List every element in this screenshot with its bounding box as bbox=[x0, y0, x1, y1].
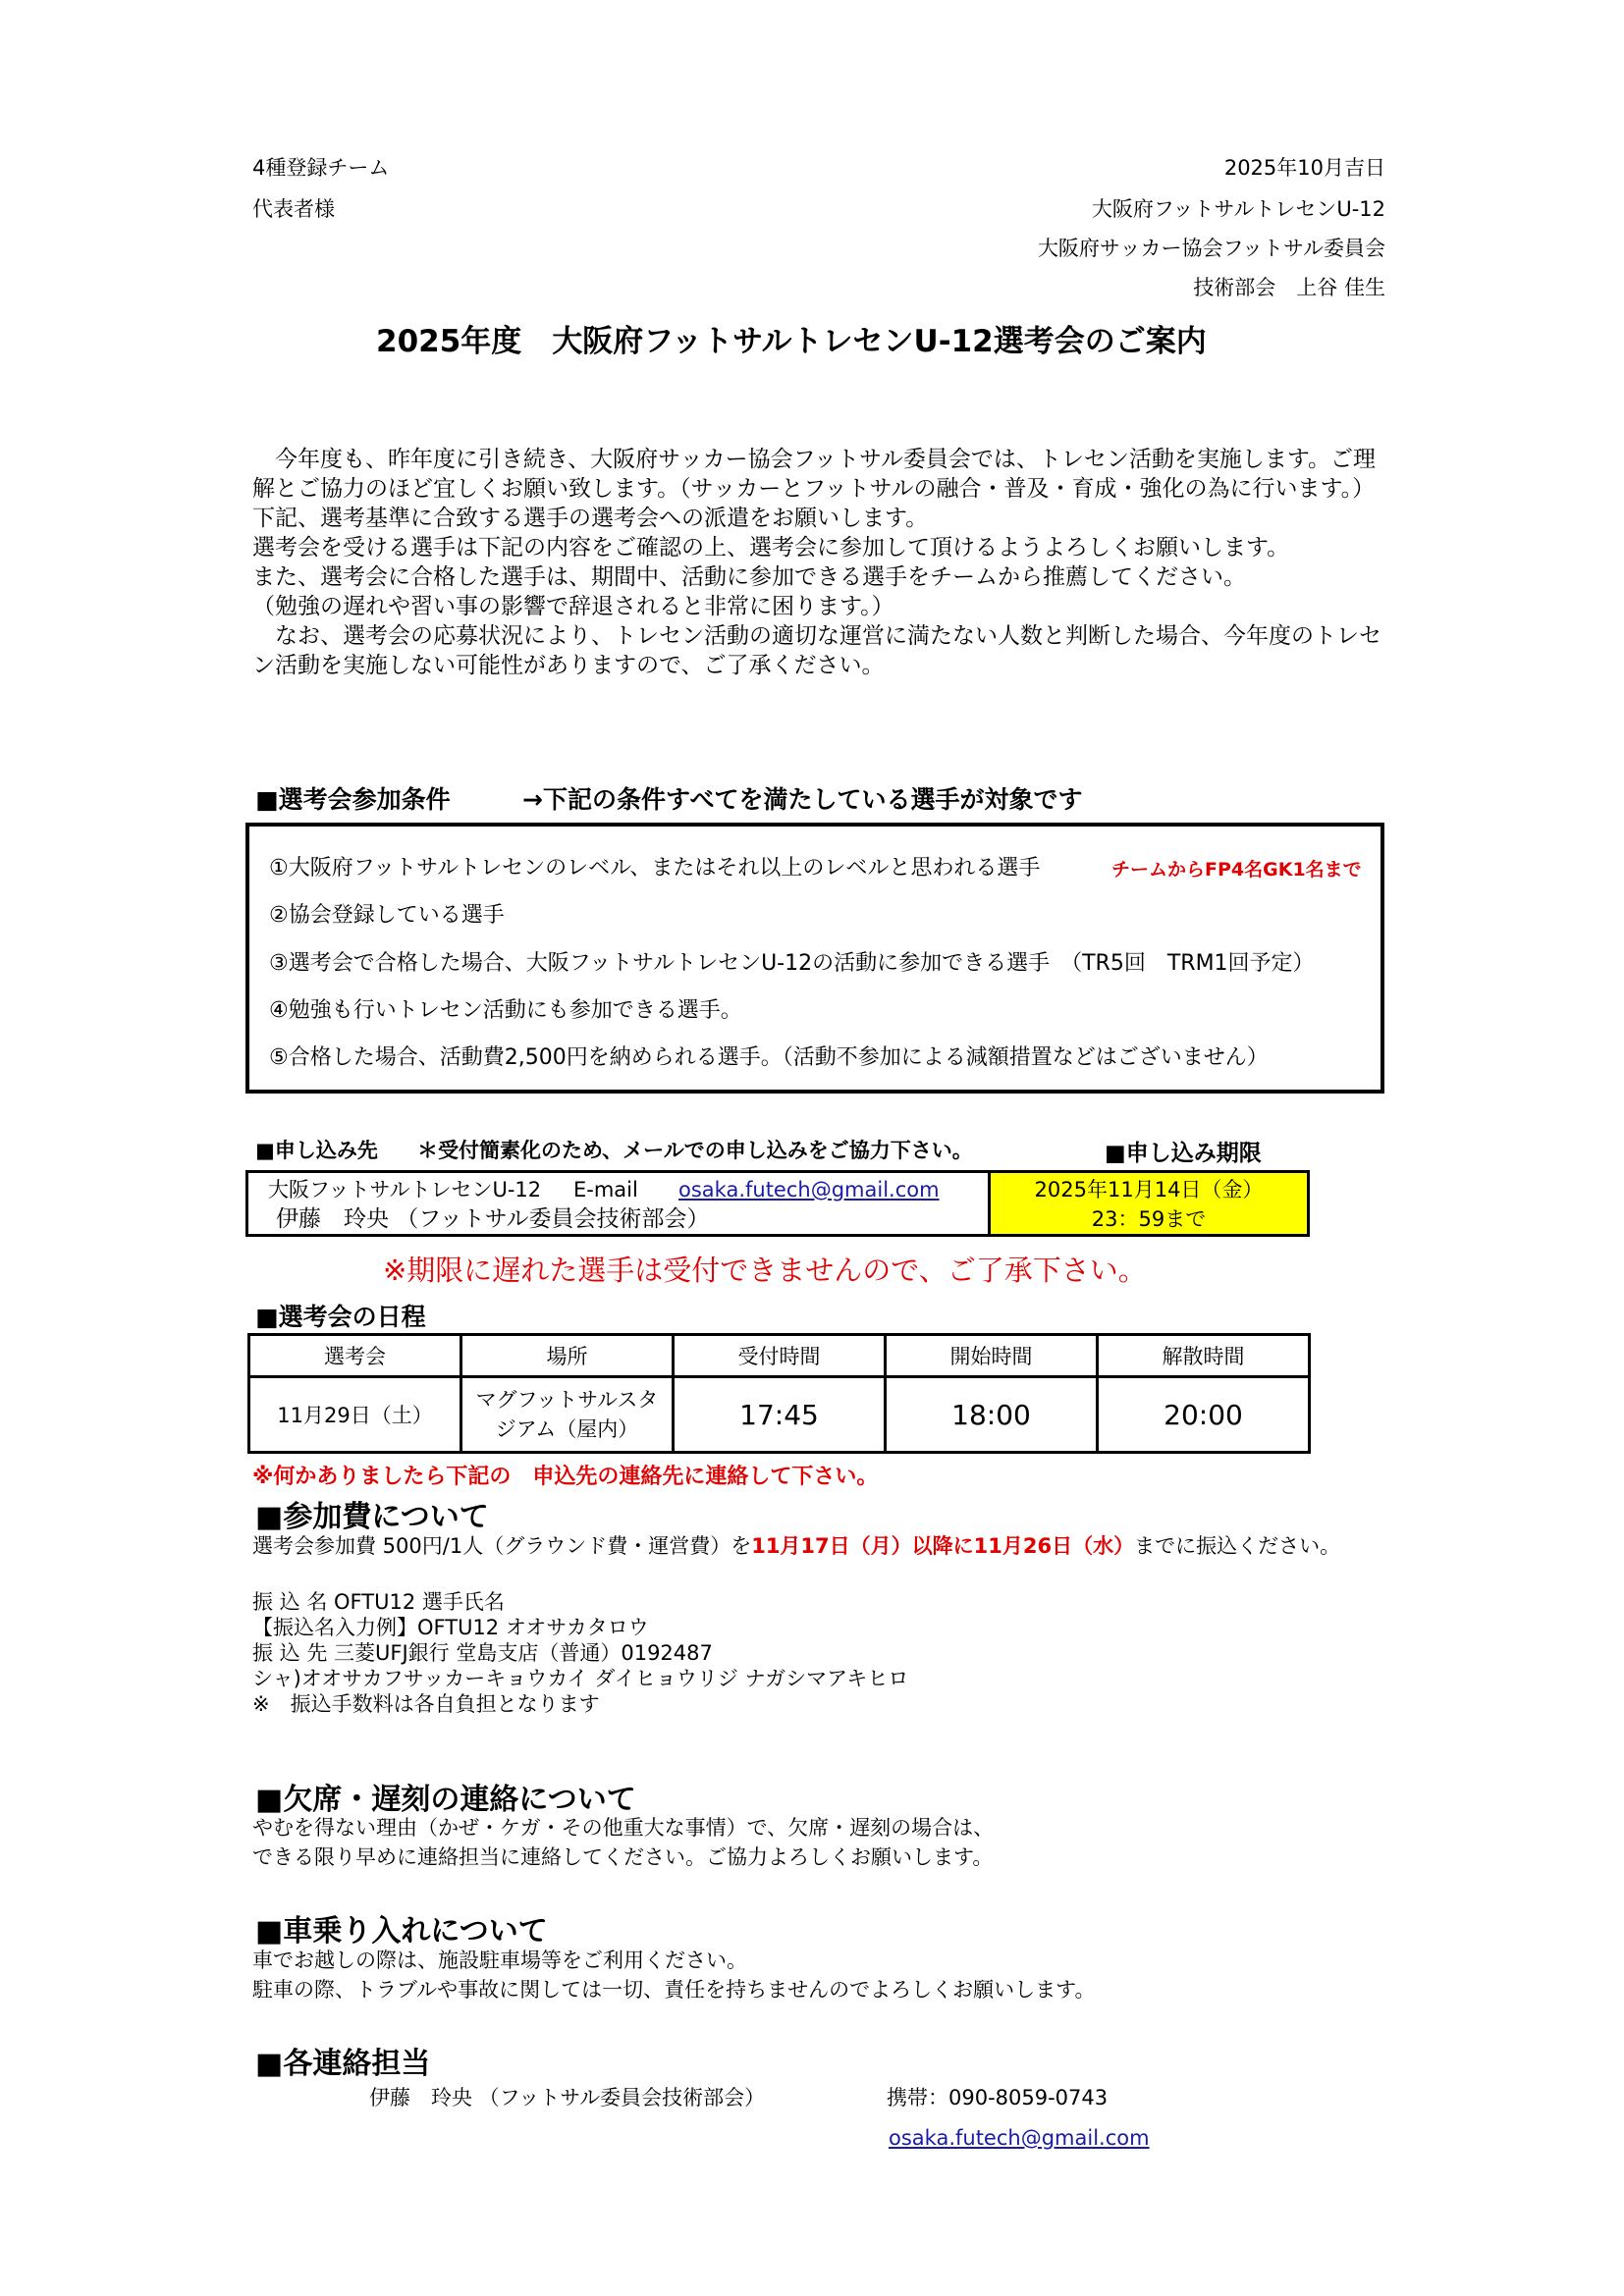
application-contact-name: 伊藤 玲央 （フットサル委員会技術部会） bbox=[276, 1206, 710, 1232]
intro-line: また、選考会に合格した選手は、期間中、活動に参加できる選手をチームから推薦してください。 bbox=[252, 564, 1246, 590]
conditions-box bbox=[245, 823, 1384, 1094]
deadline-date: 2025年11月14日（金） bbox=[1034, 1178, 1264, 1201]
intro-line: なお、選考会の応募状況により、トレセン活動の適切な運営に満たない人数と判断した場合、今年度のトレセン活動を実施しない可能性がありますので、ご了承ください。 bbox=[252, 623, 1381, 678]
sender-line-1: 大阪府フットサルトレセンU-12 bbox=[1091, 197, 1385, 221]
schedule-heading: ■選考会の日程 bbox=[255, 1303, 426, 1331]
schedule-col-header: 場所 bbox=[461, 1335, 674, 1377]
document-title: 2025年度 大阪府フットサルトレセンU-12選考会のご案内 bbox=[376, 324, 1207, 359]
condition-item-4: ④勉強も行いトレセン活動にも参加できる選手。 bbox=[269, 998, 742, 1023]
condition-item-2: ②協会登録している選手 bbox=[269, 903, 505, 928]
transfer-account: 振 込 先 三菱UFJ銀行 堂島支店（普通）0192487 bbox=[252, 1641, 713, 1665]
condition-item-3: ③選考会で合格した場合、大阪フットサルトレセンU-12の活動に参加できる選手 （TR5回 TRM1回予定） bbox=[269, 951, 1315, 976]
transfer-example: 【振込名入力例】OFTU12 オオサカタロウ bbox=[252, 1616, 649, 1639]
transfer-holder: シャ)オオサカフサッカーキョウカイ ダイヒョウリジ ナガシマアキヒロ bbox=[252, 1667, 909, 1690]
schedule-end-time: 20:00 bbox=[1098, 1377, 1310, 1453]
intro-paragraph bbox=[252, 445, 1381, 680]
fee-line bbox=[252, 1531, 1340, 1561]
application-org: 大阪フットサルトレセンU-12 bbox=[268, 1178, 542, 1201]
fee-heading: ■参加費について bbox=[255, 1500, 489, 1534]
schedule-reception-time: 17:45 bbox=[674, 1377, 886, 1453]
absence-line-1: やむを得ない理由（かぜ・ケガ・その他重大な事情）で、欠席・遅刻の場合は、 bbox=[252, 1816, 995, 1840]
schedule-date: 11月29日（土） bbox=[249, 1377, 461, 1453]
conditions-heading: ■選考会参加条件 bbox=[255, 785, 451, 814]
application-contact-cell bbox=[248, 1173, 991, 1234]
absence-heading: ■欠席・遅刻の連絡について bbox=[255, 1783, 636, 1817]
contacts-heading: ■各連絡担当 bbox=[255, 2047, 431, 2081]
intro-line: 選考会を受ける選手は下記の内容をご確認の上、選考会に参加して頂けるようよろしくお願いします。 bbox=[252, 535, 1290, 561]
schedule-col-header: 解散時間 bbox=[1098, 1335, 1310, 1377]
schedule-venue-text: マグフットサルスタジアム（屋内） bbox=[475, 1388, 659, 1441]
schedule-table bbox=[247, 1333, 1311, 1454]
recipient-line-2: 代表者様 bbox=[252, 197, 335, 221]
schedule-header-row bbox=[249, 1335, 1310, 1377]
parking-line-1: 車でお越しの際は、施設駐車場等をご利用ください。 bbox=[252, 1949, 747, 1972]
sender-line-2: 大阪府サッカー協会フットサル委員会 bbox=[1037, 237, 1385, 260]
intro-line: （勉強の遅れや習い事の影響で辞退されると非常に困ります。） bbox=[252, 594, 894, 619]
contact-phone: 携帯：090-8059-0743 bbox=[887, 2086, 1109, 2109]
schedule-col-header: 選考会 bbox=[249, 1335, 461, 1377]
application-table bbox=[245, 1170, 1310, 1237]
fee-line-suffix: までに振込ください。 bbox=[1134, 1534, 1341, 1558]
late-warning: ※期限に遅れた選手は受付できませんので、ご了承下さい。 bbox=[383, 1254, 1147, 1287]
absence-line-2: できる限り早めに連絡担当に連絡してください。ご協力よろしくお願いします。 bbox=[252, 1845, 994, 1869]
recipient-line-1: 4種登録チーム bbox=[252, 156, 390, 180]
intro-line: 今年度も、昨年度に引き続き、大阪府サッカー協会フットサル委員会では、トレセン活動を実施します。ご理解とご協力のほど宜しくお願い致します。（サッカーとフットサルの融合・普及・育成・強化の為に行います。）下記、選考基準に合致する選手の選考会への派遣をお願いします。 bbox=[252, 447, 1377, 531]
application-heading: ■申し込み先 bbox=[255, 1139, 378, 1162]
contact-email-link[interactable]: osaka.futech@gmail.com bbox=[889, 2126, 1150, 2150]
document-date: 2025年10月吉日 bbox=[1223, 156, 1385, 180]
schedule-venue bbox=[461, 1377, 674, 1453]
schedule-col-header: 受付時間 bbox=[674, 1335, 886, 1377]
schedule-data-row bbox=[249, 1377, 1310, 1453]
quota-note: チームからFP4名GK1名まで bbox=[1111, 859, 1362, 881]
email-label: E-mail bbox=[573, 1178, 638, 1201]
conditions-heading-note: →下記の条件すべてを満たしている選手が対象です bbox=[522, 785, 1083, 814]
deadline-cell bbox=[991, 1173, 1307, 1234]
contact-name: 伊藤 玲央 （フットサル委員会技術部会） bbox=[369, 2086, 766, 2109]
sender-line-3: 技術部会 上谷 佳生 bbox=[1193, 276, 1385, 299]
fee-line-dates: 11月17日（月）以降に11月26日（水） bbox=[751, 1534, 1135, 1558]
deadline-time: 23：59まで bbox=[1091, 1207, 1207, 1231]
fee-line-prefix: 選考会参加費 500円/1人（グラウンド費・運営費）を bbox=[252, 1534, 752, 1558]
parking-heading: ■車乗り入れについて bbox=[255, 1914, 548, 1949]
transfer-name: 振 込 名 OFTU12 選手氏名 bbox=[252, 1590, 505, 1614]
schedule-col-header: 開始時間 bbox=[886, 1335, 1098, 1377]
schedule-note: ※何かありましたら下記の 申込先の連絡先に連絡して下さい。 bbox=[252, 1465, 879, 1489]
transfer-fee-note: ※ 振込手数料は各自負担となります bbox=[252, 1692, 600, 1716]
condition-item-5: ⑤合格した場合、活動費2,500円を納められる選手。（活動不参加による減額措置などはございません） bbox=[269, 1045, 1269, 1070]
deadline-heading: ■申し込み期限 bbox=[1105, 1141, 1262, 1166]
application-heading-note: ＊受付簡素化のため、メールでの申し込みをご協力下さい。 bbox=[417, 1139, 973, 1162]
parking-line-2: 駐車の際、トラブルや事故に関しては一切、責任を持ちませんのでよろしくお願いします。 bbox=[252, 1978, 1096, 2002]
condition-item-1: ①大阪府フットサルトレセンのレベル、またはそれ以上のレベルと思われる選手 bbox=[269, 856, 1041, 881]
application-email-link[interactable]: osaka.futech@gmail.com bbox=[678, 1178, 940, 1201]
schedule-start-time: 18:00 bbox=[886, 1377, 1098, 1453]
